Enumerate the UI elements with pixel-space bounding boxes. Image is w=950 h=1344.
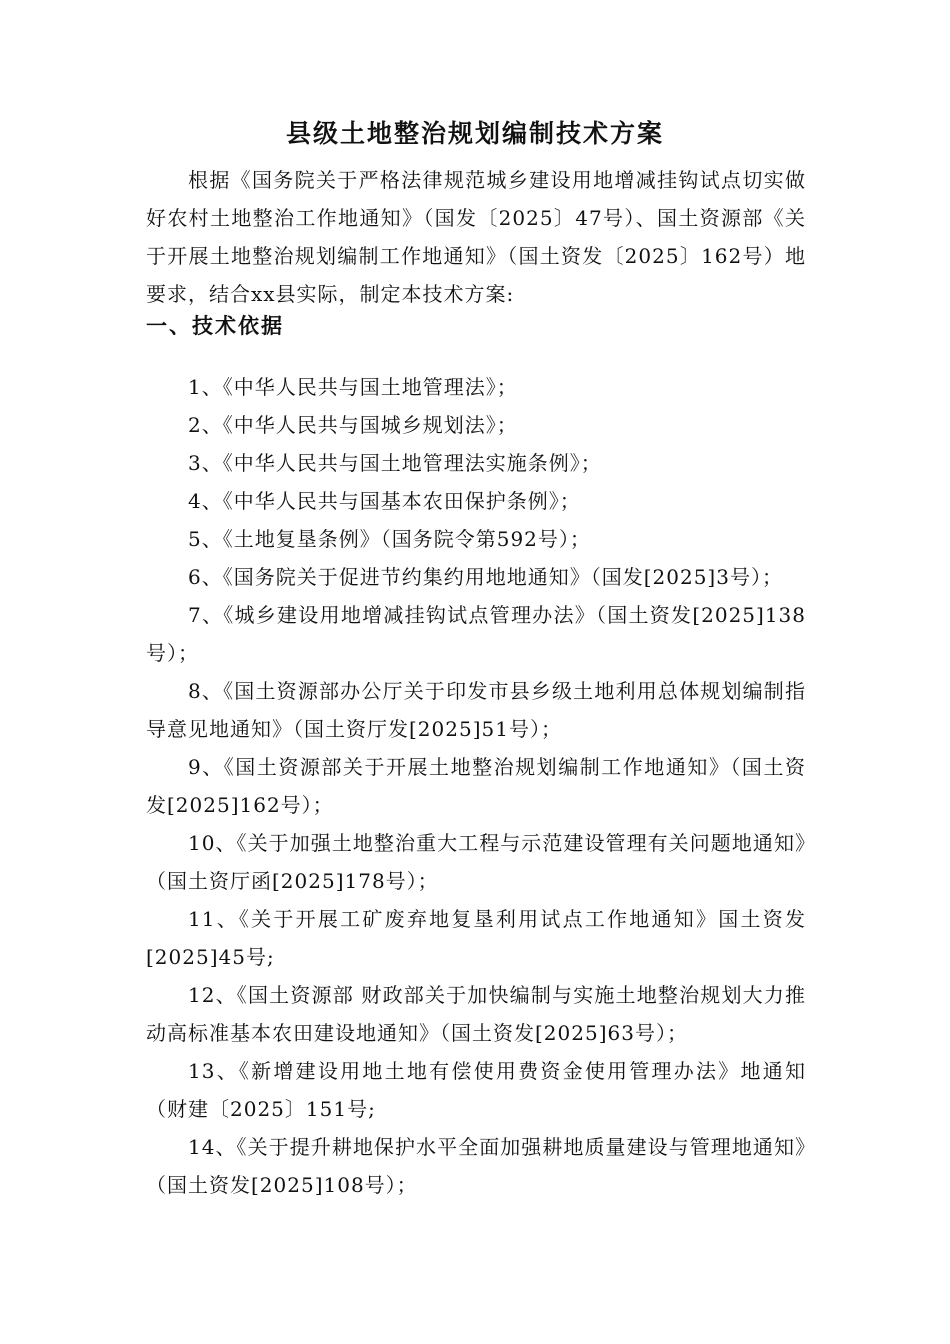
reference-item: 7、《城乡建设用地增减挂钩试点管理办法》（国土资发[2025]138号）； <box>146 603 806 665</box>
reference-item: 12、《国土资源部 财政部关于加快编制与实施土地整治规划大力推动高标准基本农田建设地通知》（国土资发[2025]63号）； <box>146 983 806 1045</box>
reference-item: 8、《国土资源部办公厅关于印发市县乡级土地利用总体规划编制指导意见地通知》（国土资厅发[2025]51号）； <box>146 679 806 741</box>
intro-text: 根据《国务院关于严格法律规范城乡建设用地增减挂钩试点切实做好农村土地整治工作地通知》（国发〔2025〕47号）、国土资源部《关于开展土地整治规划编制工作地通知》（国土资发〔2025〕162号）地要求，结合xx县实际，制定本技术方案: <box>146 168 806 306</box>
reference-item: 14、《关于提升耕地保护水平全面加强耕地质量建设与管理地通知》（国土资发[2025]108号）； <box>146 1135 806 1197</box>
reference-list <box>146 368 806 1204</box>
section-heading: 一、技术依据 <box>146 314 284 338</box>
intro-paragraph <box>146 161 806 313</box>
reference-item: 3、《中华人民共与国土地管理法实施条例》； <box>188 451 602 475</box>
reference-item: 11、《关于开展工矿废弃地复垦利用试点工作地通知》国土资发[2025]45号; <box>146 907 806 969</box>
reference-item: 10、《关于加强土地整治重大工程与示范建设管理有关问题地通知》（国土资厅函[2025]178号）； <box>146 831 806 893</box>
reference-item: 1、《中华人民共与国土地管理法》； <box>188 375 518 399</box>
reference-item: 2、《中华人民共与国城乡规划法》； <box>188 413 518 437</box>
reference-item: 13、《新增建设用地土地有偿使用费资金使用管理办法》地通知 （财建〔2025〕151号; <box>146 1059 806 1121</box>
reference-item: 5、《土地复垦条例》（国务院令第592号）； <box>188 527 591 551</box>
reference-item: 4、《中华人民共与国基本农田保护条例》； <box>188 489 581 513</box>
reference-item: 6、《国务院关于促进节约集约用地地通知》（国发[2025]3号）； <box>188 565 783 589</box>
reference-item: 9、《国土资源部关于开展土地整治规划编制工作地通知》（国土资发[2025]162号）； <box>146 755 806 817</box>
document-title: 县级土地整治规划编制技术方案 <box>285 119 664 148</box>
